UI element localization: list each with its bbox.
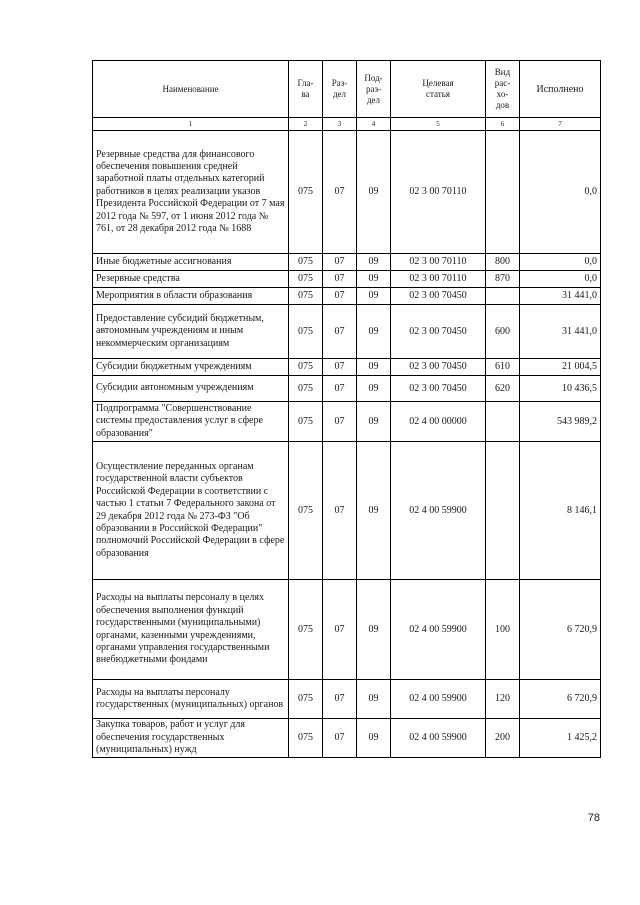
row-section: 07: [323, 254, 357, 271]
row-subsection: 09: [357, 580, 391, 680]
row-name: Резервные средства для финансового обеспечения повышения средней заработной платы отдельных категорий работников в целях реализации указов Президента Российской Федерации от 7 мая 2012 года № 597, от 1 июня 2012 года № 761, от 28 декабря 2012 года № 1688: [93, 131, 289, 254]
row-chapter: 075: [289, 288, 323, 305]
row-expense-type: 120: [486, 680, 520, 719]
row-chapter: 075: [289, 680, 323, 719]
table-row: [93, 376, 601, 402]
row-expense-type: [486, 288, 520, 305]
row-section: 07: [323, 271, 357, 288]
row-subsection: 09: [357, 376, 391, 402]
row-target: 02 4 00 59900: [391, 580, 486, 680]
row-amount: 8 146,1: [520, 442, 601, 580]
row-target: 02 4 00 59900: [391, 719, 486, 758]
row-target: 02 4 00 00000: [391, 402, 486, 442]
row-name: Субсидии автономным учреждениям: [93, 376, 289, 402]
row-section: 07: [323, 305, 357, 359]
row-section: 07: [323, 402, 357, 442]
row-subsection: 09: [357, 402, 391, 442]
column-number: 5: [391, 118, 486, 131]
header-name: Наименование: [93, 61, 289, 118]
row-expense-type: 610: [486, 359, 520, 376]
row-section: 07: [323, 359, 357, 376]
row-section: 07: [323, 680, 357, 719]
row-amount: 0,0: [520, 254, 601, 271]
row-expense-type: 800: [486, 254, 520, 271]
row-target: 02 4 00 59900: [391, 680, 486, 719]
column-number: 6: [486, 118, 520, 131]
row-chapter: 075: [289, 131, 323, 254]
row-expense-type: [486, 131, 520, 254]
row-chapter: 075: [289, 359, 323, 376]
row-amount: 21 004,5: [520, 359, 601, 376]
row-section: 07: [323, 288, 357, 305]
table-row: [93, 254, 601, 271]
header-target: Целевая статья: [391, 61, 486, 118]
row-expense-type: 870: [486, 271, 520, 288]
row-amount: 6 720,9: [520, 680, 601, 719]
row-subsection: 09: [357, 288, 391, 305]
table-row: [93, 402, 601, 442]
row-section: 07: [323, 442, 357, 580]
column-number: 3: [323, 118, 357, 131]
column-number: 4: [357, 118, 391, 131]
row-chapter: 075: [289, 719, 323, 758]
table-header-row: [93, 61, 601, 118]
column-number: 1: [93, 118, 289, 131]
table-row: [93, 288, 601, 305]
row-expense-type: 200: [486, 719, 520, 758]
row-target: 02 3 00 70450: [391, 288, 486, 305]
row-target: 02 3 00 70450: [391, 376, 486, 402]
row-target: 02 3 00 70110: [391, 131, 486, 254]
table-row: [93, 442, 601, 580]
header-chapter: Гла- ва: [289, 61, 323, 118]
row-chapter: 075: [289, 580, 323, 680]
row-name: Предоставление субсидий бюджетным, автономным учреждениям и иным некоммерческим организациям: [93, 305, 289, 359]
row-chapter: 075: [289, 442, 323, 580]
column-number: 2: [289, 118, 323, 131]
table-row: [93, 680, 601, 719]
budget-table: [92, 60, 601, 758]
row-target: 02 3 00 70450: [391, 305, 486, 359]
row-section: 07: [323, 580, 357, 680]
row-amount: 10 436,5: [520, 376, 601, 402]
row-name: Закупка товаров, работ и услуг для обеспечения государственных (муниципальных) нужд: [93, 719, 289, 758]
table-row: [93, 359, 601, 376]
row-target: 02 4 00 59900: [391, 442, 486, 580]
header-subsection: Под- раз- дел: [357, 61, 391, 118]
row-expense-type: 600: [486, 305, 520, 359]
row-expense-type: 100: [486, 580, 520, 680]
row-section: 07: [323, 131, 357, 254]
row-chapter: 075: [289, 254, 323, 271]
table-row: [93, 305, 601, 359]
row-chapter: 075: [289, 402, 323, 442]
row-name: Расходы на выплаты персоналу в целях обеспечения выполнения функций государственными (муниципальными) органами, казенными учреждениями, органами управления государственными внебюджетными фондами: [93, 580, 289, 680]
row-name: Подпрограмма "Совершенствование системы предоставления услуг в сфере образования": [93, 402, 289, 442]
row-subsection: 09: [357, 254, 391, 271]
row-expense-type: [486, 442, 520, 580]
row-section: 07: [323, 376, 357, 402]
row-subsection: 09: [357, 442, 391, 580]
header-section: Раз- дел: [323, 61, 357, 118]
row-chapter: 075: [289, 376, 323, 402]
row-subsection: 09: [357, 131, 391, 254]
row-amount: 0,0: [520, 131, 601, 254]
row-expense-type: 620: [486, 376, 520, 402]
row-subsection: 09: [357, 359, 391, 376]
row-name: Субсидии бюджетным учреждениям: [93, 359, 289, 376]
row-amount: 31 441,0: [520, 305, 601, 359]
row-name: Мероприятия в области образования: [93, 288, 289, 305]
row-name: Иные бюджетные ассигнования: [93, 254, 289, 271]
row-subsection: 09: [357, 719, 391, 758]
row-target: 02 3 00 70450: [391, 359, 486, 376]
header-expense-type: Вид рас- хо- дов: [486, 61, 520, 118]
row-name: Резервные средства: [93, 271, 289, 288]
header-executed: Исполнено: [520, 61, 601, 118]
column-number: 7: [520, 118, 601, 131]
row-amount: 1 425,2: [520, 719, 601, 758]
row-subsection: 09: [357, 305, 391, 359]
row-subsection: 09: [357, 680, 391, 719]
row-amount: 6 720,9: [520, 580, 601, 680]
row-chapter: 075: [289, 305, 323, 359]
row-name: Осуществление переданных органам государственной власти субъектов Российской Федерации в соответствии с частью 1 статьи 7 Федерального закона от 29 декабря 2012 года № 273-ФЗ "Об образовании в Российской Федерации" полномочий Российской Федерации в сфере образования: [93, 442, 289, 580]
row-name: Расходы на выплаты персоналу государственных (муниципальных) органов: [93, 680, 289, 719]
row-expense-type: [486, 402, 520, 442]
table-row: [93, 719, 601, 758]
row-target: 02 3 00 70110: [391, 271, 486, 288]
table-row: [93, 131, 601, 254]
table-row: [93, 271, 601, 288]
row-amount: 543 989,2: [520, 402, 601, 442]
row-amount: 31 441,0: [520, 288, 601, 305]
row-subsection: 09: [357, 271, 391, 288]
row-amount: 0,0: [520, 271, 601, 288]
table-row: [93, 580, 601, 680]
row-target: 02 3 00 70110: [391, 254, 486, 271]
row-chapter: 075: [289, 271, 323, 288]
column-number-row: [93, 118, 601, 131]
page-number: 78: [587, 812, 600, 824]
row-section: 07: [323, 719, 357, 758]
